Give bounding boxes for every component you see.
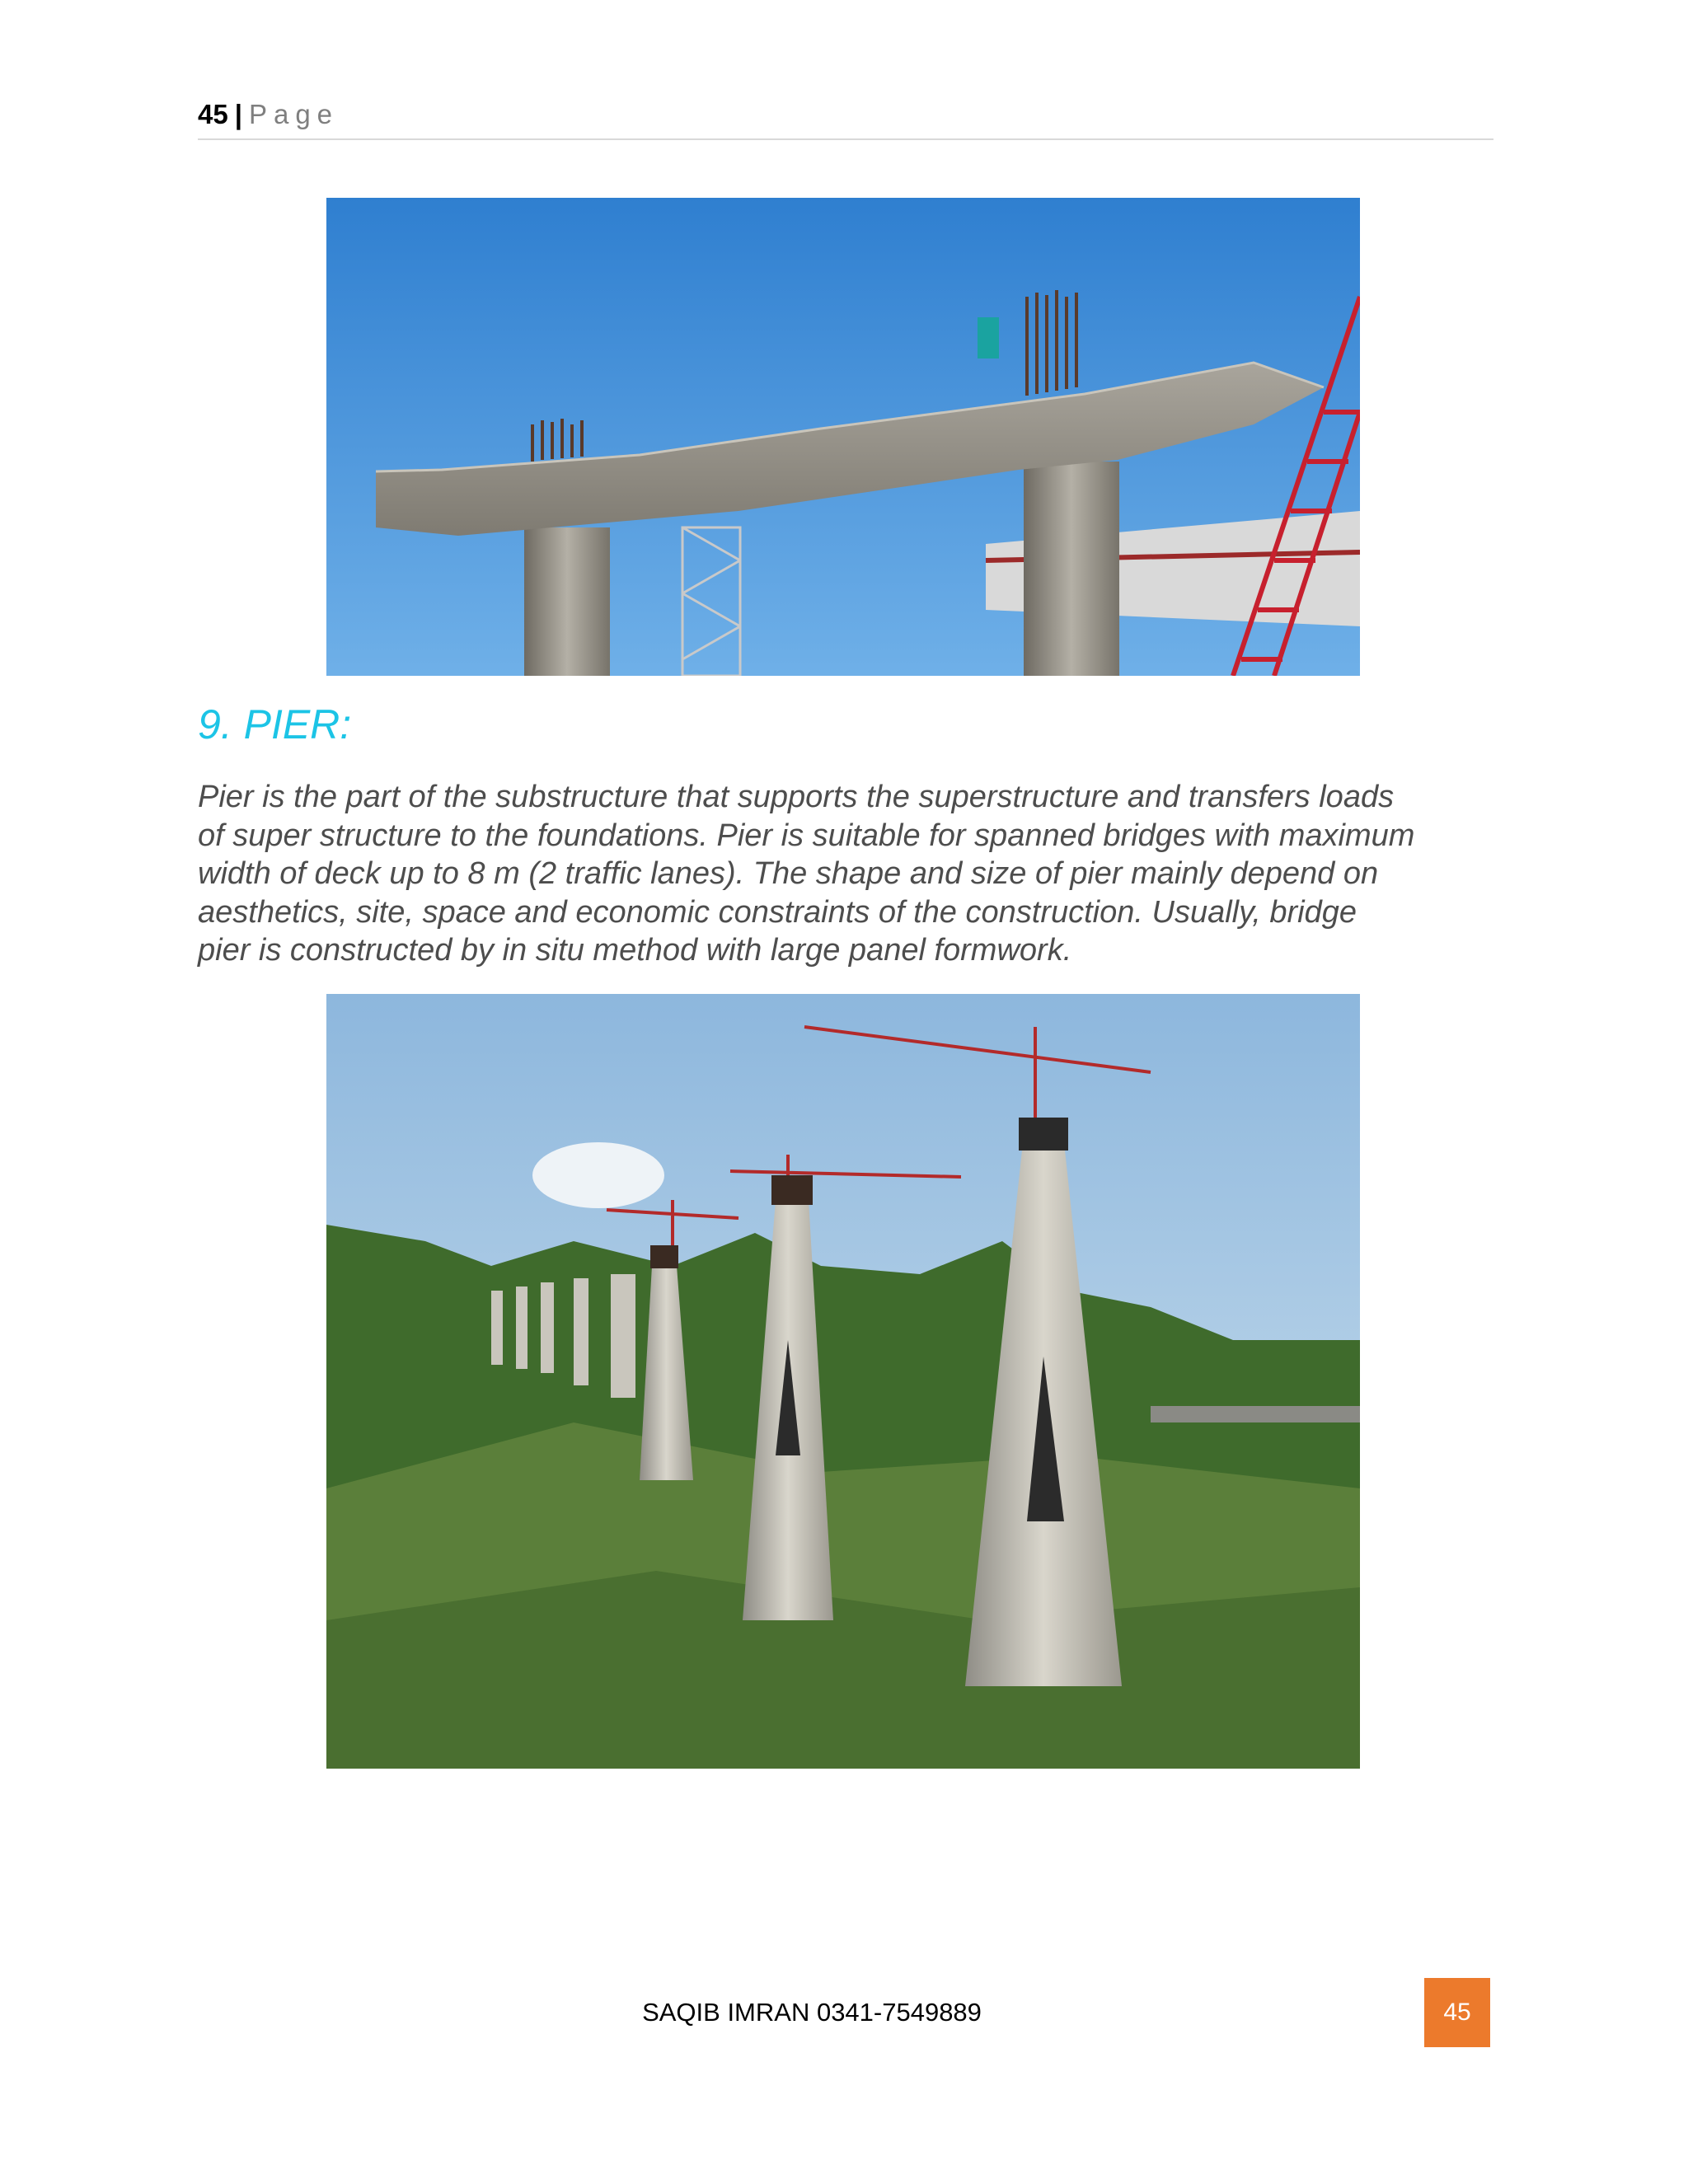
paragraph-line: of super structure to the foundations. Pier is suitable for spanned bridges with maximum bbox=[198, 818, 1415, 853]
paragraph-line: pier is constructed by in situ method with large panel formwork. bbox=[198, 933, 1072, 968]
header-separator: | bbox=[234, 99, 242, 129]
pier-cap-photo bbox=[326, 198, 1360, 676]
header-page-number: 45 bbox=[198, 99, 228, 129]
footer-page-badge: 45 bbox=[1424, 1978, 1490, 2047]
section-paragraph bbox=[198, 778, 1508, 970]
paragraph-line: Pier is the part of the substructure that supports the superstructure and transfers loads bbox=[198, 780, 1395, 814]
paragraph-line: aesthetics, site, space and economic constraints of the construction. Usually, bridge bbox=[198, 894, 1357, 930]
section-heading: 9. PIER: bbox=[198, 701, 352, 748]
page-header bbox=[198, 99, 1493, 140]
header-page-word: Page bbox=[248, 99, 340, 129]
footer-author-line: SAQIB IMRAN 0341-7549889 bbox=[642, 1998, 982, 2027]
paragraph-line: width of deck up to 8 m (2 traffic lanes). The shape and size of pier mainly depend on bbox=[198, 856, 1379, 891]
bridge-piers-photo bbox=[326, 994, 1360, 1769]
